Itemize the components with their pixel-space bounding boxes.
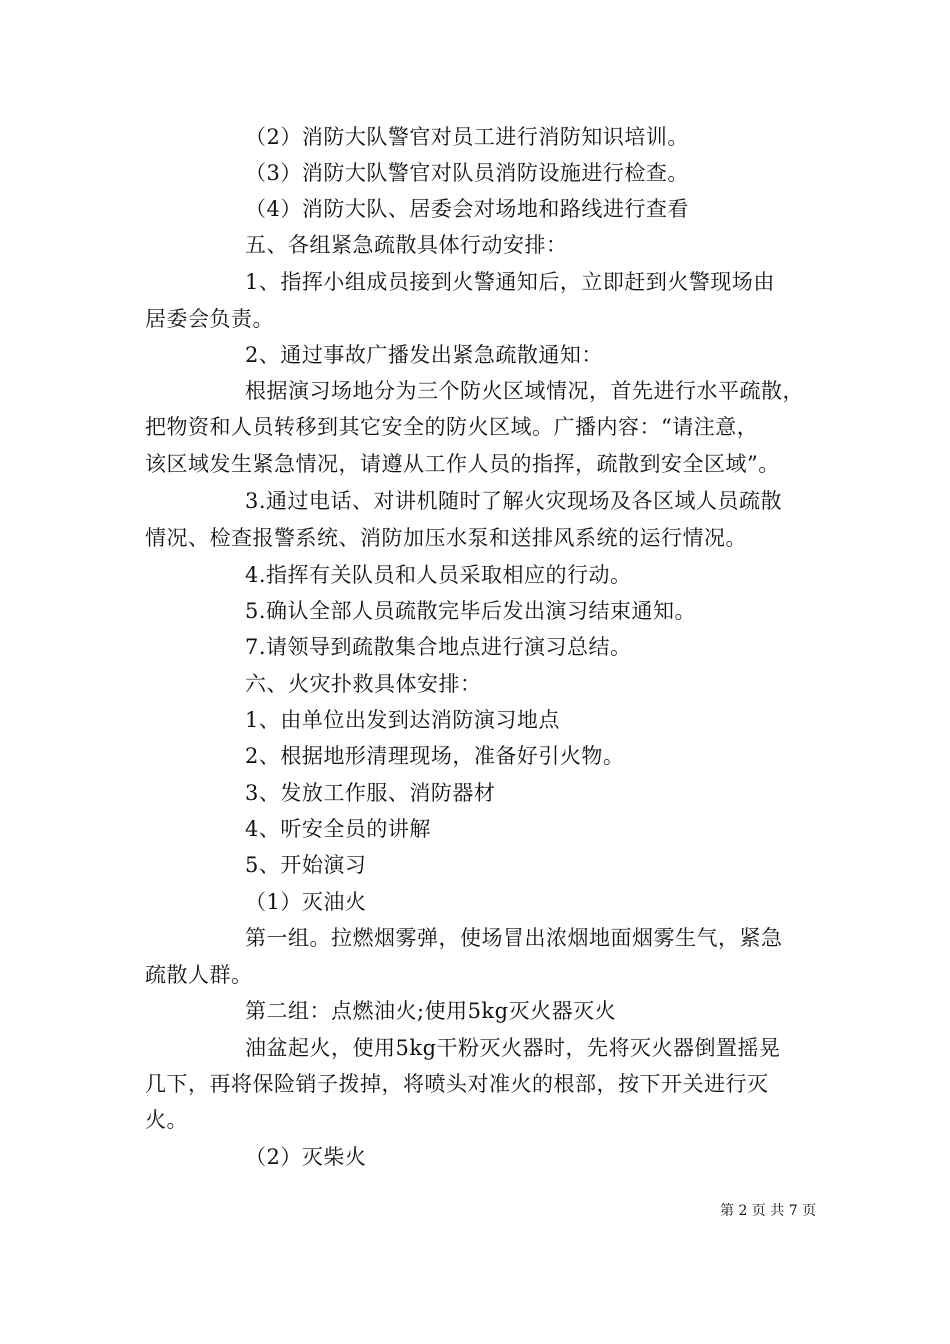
text-line: 疏散人群。: [145, 963, 253, 987]
text-line: 把物资和人员转移到其它安全的防火区域。广播内容：“请注意，: [145, 415, 759, 439]
text-line: 该区域发生紧急情况，请遵从工作人员的指挥，疏散到安全区域”。: [145, 452, 780, 476]
section-heading: 六、火灾扑救具体安排：: [245, 672, 482, 696]
text-line: 第一组。拉燃烟雾弹，使场冒出浓烟地面烟雾生气，紧急: [245, 926, 783, 950]
text-line: 5.确认全部人员疏散完毕后发出演习结束通知。: [245, 599, 697, 623]
text-line: 油盆起火，使用5kg干粉灭火器时，先将灭火器倒置摇晃: [245, 1036, 781, 1060]
text-line: 情况、检查报警系统、消防加压水泵和送排风系统的运行情况。: [145, 526, 747, 550]
text-line: 5、开始演习: [245, 853, 367, 877]
text-line: （3）消防大队警官对队员消防设施进行检查。: [245, 161, 689, 185]
text-line: 4.指挥有关队员和人员采取相应的行动。: [245, 563, 632, 587]
text-line: （4）消防大队、居委会对场地和路线进行查看: [245, 197, 689, 221]
text-line: 几下，再将保险销子拨掉，将喷头对准火的根部，按下开关进行灭: [145, 1072, 769, 1096]
text-line: （1）灭油火: [245, 890, 367, 914]
text-line: 居委会负责。: [145, 307, 274, 331]
text-line: 根据演习场地分为三个防火区域情况，首先进行水平疏散，: [245, 379, 804, 403]
text-line: 3、发放工作服、消防器材: [245, 781, 496, 805]
text-line: 第二组：点燃油火;使用5kg灭火器灭火: [245, 999, 617, 1023]
text-line: 2、根据地形清理现场，准备好引火物。: [245, 744, 625, 768]
page-number-footer: 第 2 页 共 7 页: [720, 1203, 817, 1219]
text-line: 4、听安全员的讲解: [245, 817, 431, 841]
text-line: 1、指挥小组成员接到火警通知后，立即赶到火警现场由: [245, 270, 775, 294]
text-line: （2）灭柴火: [245, 1145, 367, 1169]
section-heading: 五、各组紧急疏散具体行动安排：: [245, 233, 568, 257]
text-line: 7.请领导到疏散集合地点进行演习总结。: [245, 635, 632, 659]
text-line: （2）消防大队警官对员工进行消防知识培训。: [245, 125, 689, 149]
text-line: 2、通过事故广播发出紧急疏散通知：: [245, 343, 603, 367]
text-line: 火。: [145, 1108, 188, 1132]
text-line: 1、由单位出发到达消防演习地点: [245, 708, 560, 732]
text-line: 3.通过电话、对讲机随时了解火灾现场及各区域人员疏散: [245, 489, 783, 513]
